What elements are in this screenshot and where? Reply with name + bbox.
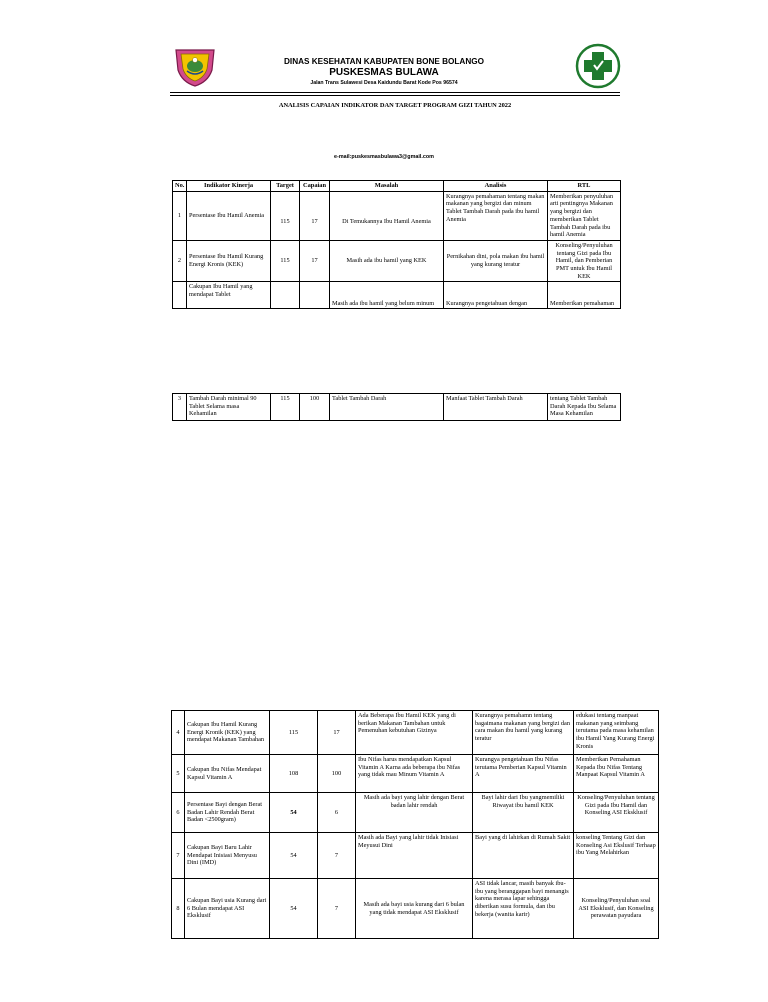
- table-row: [173, 191, 621, 240]
- row-capaian: 7: [318, 833, 356, 879]
- row-analisis: Bayi yang di lahirkan di Rumah Sakit: [473, 833, 574, 879]
- row-indikator: Cakupan Ibu Hamil yang mendapat Tablet: [187, 282, 271, 309]
- row-no: 7: [172, 833, 185, 879]
- row-capaian: 100: [300, 394, 330, 421]
- table-row: [173, 394, 621, 421]
- row-capaian: 6: [318, 793, 356, 833]
- document-title: ANALISIS CAPAIAN INDIKATOR DAN TARGET PROGRAM GIZI TAHUN 2022: [278, 102, 512, 109]
- puskesmas-logo: [575, 43, 621, 89]
- row-indikator: Persentase Ibu Hamil Kurang Energi Kronis (KEK): [187, 240, 271, 281]
- row-rtl: konseling Tentang Gizi dan Konseling Asi Ekslusif Terhaap ibu Yang Melahirkan: [574, 833, 659, 879]
- row-capaian: 7: [318, 879, 356, 939]
- row-no: 6: [172, 793, 185, 833]
- row-target: 108: [270, 755, 318, 793]
- row-no: 2: [173, 240, 187, 281]
- col-indikator: Indikator Kinerja: [187, 181, 271, 192]
- row-indikator: Persentase Bayi dengan Berat Badan Lahir Rendah Berat Badan <2500gram): [185, 793, 270, 833]
- row-capaian: 17: [300, 240, 330, 281]
- col-analisis: Analisis: [444, 181, 548, 192]
- col-no: No.: [173, 181, 187, 192]
- indicator-table-top: [172, 180, 621, 309]
- col-capaian: Capaian: [300, 181, 330, 192]
- header-divider-thin: [170, 95, 620, 96]
- table-header-row: [173, 181, 621, 192]
- row-indikator: Tambah Darah minimal 90 Tablet Selama masa Kehamilan: [187, 394, 271, 421]
- row-analisis: Bayi lahir dari Ibu yangmemiliki Riwayat ibu hamil KEK: [473, 793, 574, 833]
- row-indikator: Persentase Ibu Hamil Anemia: [187, 191, 271, 240]
- table-row: [172, 793, 659, 833]
- row-masalah: Di Temukannya Ibu Hamil Anemia: [330, 191, 444, 240]
- row-analisis: Kurangnya pengetahuan dengan: [444, 282, 548, 309]
- row-masalah: Ada Beberapa Ibu Hamil KEK yang di berikan Makanan Tambahan untuk Pemenuhan kebutuhan Gizinya: [356, 711, 473, 755]
- row-target: [271, 282, 300, 309]
- table-row: [173, 282, 621, 309]
- row-rtl: edukasi tentang manpaat makanan yang seimbang terutama pada masa kehamilan ibu Hamil Yang Kurang Energi Kronis: [574, 711, 659, 755]
- row-indikator: Cakupan Ibu Nifas Mendapat Kapsul Vitamin A: [185, 755, 270, 793]
- row-masalah: Masih ada bayi yang lahir dengan Berat badan lahir rendah: [356, 793, 473, 833]
- row-analisis: ASI tidak lancar, masih banyak ibu-ibu yang beranggapan bayi menangis karena merasa lapar sehingga diberikan susu formula, dan ibu bekerja (wanita karir): [473, 879, 574, 939]
- row-capaian: [300, 282, 330, 309]
- row-masalah: Masih ada Bayi yang lahir tidak Inisiasi Meyusui Dini: [356, 833, 473, 879]
- header-agency: DINAS KESEHATAN KABUPATEN BONE BOLANGO: [284, 57, 484, 66]
- row-analisis: Kurangnya pemahamn tentang bagaimana makanan yang bergizi dan cara makan ibu hamil yang kurang teratur: [473, 711, 574, 755]
- row-target: 115: [271, 394, 300, 421]
- table-row: [172, 711, 659, 755]
- table-row: [173, 240, 621, 281]
- col-masalah: Masalah: [330, 181, 444, 192]
- row-analisis: Kurangnya pemahaman tentang makan makanan yang bergizi dan minum Tablet Tambah Darah pada ibu hamil Anemia: [444, 191, 548, 240]
- table-row: [172, 833, 659, 879]
- col-target: Target: [271, 181, 300, 192]
- row-rtl: Konseling/Penyuluhan soal ASI Eksklusif, dan Konseling perawatan payudara: [574, 879, 659, 939]
- row-capaian: 17: [300, 191, 330, 240]
- row-masalah: Tablet Tambah Darah: [330, 394, 444, 421]
- row-target: 54: [270, 793, 318, 833]
- col-rtl: RTL: [548, 181, 621, 192]
- row-masalah: Masih ada ibu hamil yang belum minum: [330, 282, 444, 309]
- kabupaten-crest-logo: [172, 44, 218, 88]
- row-rtl: tentang Tablet Tambah Darah Kepada Ibu Selama Masa Kehamilan: [548, 394, 621, 421]
- row-target: 115: [271, 240, 300, 281]
- row-indikator: Cakupan Bayi usia Kurang dari 6 Bulan mendapat ASI Eksklusif: [185, 879, 270, 939]
- header-puskesmas: PUSKESMAS BULAWA: [329, 67, 439, 78]
- header-address: Jalan Trans Sulawesi Desa Kaidundu Barat Kode Pos 96574: [310, 80, 458, 86]
- row-capaian: 100: [318, 755, 356, 793]
- row-no: 8: [172, 879, 185, 939]
- row-rtl: Memberikan pemahaman: [548, 282, 621, 309]
- row-analisis: Kurangya pengetahuan Ibu Nifas terutama Pemberian Kapsul Vitamin A: [473, 755, 574, 793]
- row-capaian: 17: [318, 711, 356, 755]
- row-analisis: Pernikahan dini, pola makan ibu hamil yang kurang teratur: [444, 240, 548, 281]
- contact-email: e-mail:puskesmasbulawa3@gmail.com: [334, 154, 434, 160]
- indicator-table-row3: [172, 393, 621, 421]
- header-divider: [170, 92, 620, 93]
- row-masalah: Masih ada bayi usia kurang dari 6 bulan yang tidak mendapat ASI Eksklusif: [356, 879, 473, 939]
- row-no: 3: [173, 394, 187, 421]
- indicator-table-bottom: [171, 710, 659, 939]
- row-rtl: Konseling/Penyuluhan tentang Gizi pada Ibu Hamil, dan Pemberian PMT untuk Ibu Hamil KEK: [548, 240, 621, 281]
- row-no: [173, 282, 187, 309]
- row-analisis: Manfaat Tablet Tambah Darah: [444, 394, 548, 421]
- row-indikator: Cakupan Ibu Hamil Kurang Energi Kronik (KEK) yang mendapat Makanan Tambahan: [185, 711, 270, 755]
- row-rtl: Memberikan penyuluhan arti pentingnya Makanan yang bergizi dan memberikan Tablet Tambah Darah pada ibu hamil Anemia: [548, 191, 621, 240]
- row-target: 54: [270, 833, 318, 879]
- row-no: 1: [173, 191, 187, 240]
- row-target: 115: [271, 191, 300, 240]
- row-target: 115: [270, 711, 318, 755]
- table-row: [172, 755, 659, 793]
- row-target: 54: [270, 879, 318, 939]
- row-indikator: Cakupan Bayi Baru Lahir Mendapat Inisiasi Menyusu Dini (IMD): [185, 833, 270, 879]
- row-no: 4: [172, 711, 185, 755]
- table-row: [172, 879, 659, 939]
- row-masalah: Ibu Nifas harus mendapatkan Kapsul Vitamin A Karna ada beberapa ibu Nifas yang tidak mau Minum Vitamin A: [356, 755, 473, 793]
- row-rtl: Konseling/Penyuluhan tentang Gizi pada Ibu Hamil dan Konseling ASI Eksklusif: [574, 793, 659, 833]
- row-rtl: Memberikan Pemahaman Kepada Ibu Nifas Tentang Manpaat Kapsul Vitamin A: [574, 755, 659, 793]
- row-no: 5: [172, 755, 185, 793]
- row-masalah: Masih ada ibu hamil yang KEK: [330, 240, 444, 281]
